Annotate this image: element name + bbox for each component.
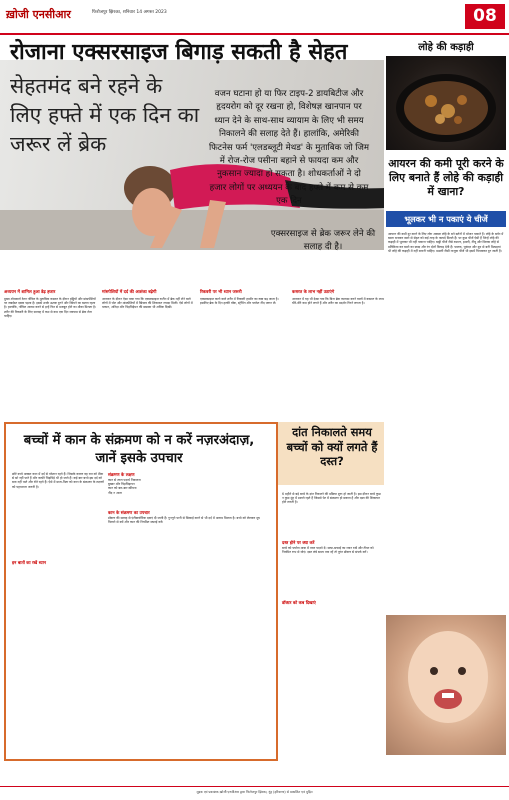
ear-treatment (108, 510, 268, 524)
ear-tips (12, 560, 268, 566)
tooth-text: 6 महीने से बड़े बच्चे के दांत निकलने की प्रक्रिया शुरू हो जाती है। इस दौरान बच्चे कुछ न कुछ मुंह में डालते रहते हैं जिससे पेट में संक्रमण हो सकता है और दस्त की शिकायत होने लगती है। (282, 492, 381, 505)
column-heading: मांसपेशियों में दर्द की आशंका बढ़ेगी (102, 289, 157, 294)
tooth-headline: दांत निकालते समय बच्चों को क्यों लगते हैं दस्त? (286, 425, 378, 469)
tooth-sub-heading: दस्त होने पर क्या करें (282, 540, 315, 545)
column-heading: कसरत के लाभ नहीं उठाएंगे (292, 289, 335, 294)
ear-sub-heading: संक्रमण के लक्षण (108, 472, 135, 477)
dateline: फिरोजपुर झिरका, शनिवार 14 अगस्त 2023 (92, 10, 167, 15)
feature-intro-end: एक्सरसाइज से ब्रेक जरूर लेने की सलाह दी है। (270, 229, 376, 252)
ear-treatment-text: डॉक्टर की सलाह से एंटीबायोटिक दवाएं दी जाती हैं। गुनगुने पानी से सिकाई करने से भी दर्द में आराम मिलता है। बच्चे को लेटाकर दूध पिलाने से बचें और कान की नियमित सफाई करें। (108, 516, 260, 525)
kadhai-banner: भूलकर भी न पकाएं ये चीजें (386, 211, 506, 227)
tooth-section-2 (282, 600, 382, 606)
ear-bullets (108, 472, 268, 495)
column-heading: अध्ययन में शामिल हुआ डेढ़ हजार (4, 289, 56, 294)
ear-bullet: कान से तरल पदार्थ निकलना (108, 478, 141, 482)
ear-infection-headline: बच्चों में कान के संक्रमण को न करें नज़रअंदाज़, जानें इसके उपचार (23, 433, 255, 466)
column-text: अध्ययन में यह भी देखा गया कि बिना ब्रेक व्यायाम करने वालों में कसरत के लाभ धीरे-धीरे कम होने लगते हैं और शरीर का प्रदर्शन गिरने लगता है। (292, 297, 384, 306)
column-heading: रिकवरी पर भी ध्यान जरूरी (200, 289, 242, 294)
masthead (0, 0, 509, 35)
feature-intro: वजन घटाना हो या फिर टाइप-2 डायबिटीज और हृदयरोग को दूर रखना हो, विशेषज्ञ खानपान पर ध्यान देने के साथ-साथ व्यायाम के लिए भी समय निकालने की सलाह देते हैं। हालांकि, अमेरिकी फिटनेस फर्म 'एलडब्लूटी मेथड' के मुताबिक जो जिम में रोज-रोज पसीना बहाने से फायदा कम और नुकसान ज्यादा हो सकता है। शोधकर्ताओं ने दो हजार लोगों पर अध्ययन के बाद हफ्ते में कम से कम एक दिन (208, 89, 370, 207)
column-4 (292, 289, 384, 305)
side-headline: सेहतमंद बने रहने के लिए हफ्ते में एक दिन का जरूर लें ब्रेक (10, 74, 200, 156)
column-text: मुख्य शोधकर्ता टेलर नॉविल के मुताबिक कसरत के दौरान हड्डियों और मांसपेशियों पर जबर्दस्त दबाव पड़ता है। इससे उनके ऊतक टूटने और खिंचने का खतरा रहता है। हालांकि, नॉविल आराम करने से इन्हें फिर से मजबूत होने का मौका मिलता है। शरीर की रिकवरी के लिए सप्ताह में कम से कम एक दिन व्यायाम से ब्रेक लेना चाहिए। (4, 297, 97, 318)
kadhai-article-text: आयरन की कमी दूर करने के लिए लोग अक्सर लोहे के बने बर्तनों में भोजन पकाते हैं। लोहे के बर्तन में खाना बनाकर खाने से सेहत को कई तरह के फायदे मिलते हैं। पर कुछ चीजें ऐसी हैं जिन्हें लोहे की कड़ाही में भूलकर भी नहीं पकाना चाहिए। खट्टी चीजें जैसे टमाटर, इमली, नींबू और सिरका लोहे से प्रतिक्रिया कर खाने का स्वाद और रंग दोनों बिगाड़ देती हैं। पालक, चुकंदर और दूध से बनी मिठाइयां भी लोहे की कड़ाही में नहीं बनानी चाहिए। मछली जैसी नाजुक चीजें भी इसमें चिपककर टूट जाती हैं। (388, 232, 504, 253)
column-text: एक्सरसाइज करने वाले शरीर में रिकवरी हार्मोन का स्राव बढ़ जाता है। इसलिए ब्रेक के दिन हल्की वॉक, स्ट्रेचिंग और पर्याप्त नींद जरूर लें। (200, 297, 279, 306)
newspaper-logo: ख़ोजी एनसीआर (6, 8, 71, 21)
ear-sub-heading: इन बातों का रखें ध्यान (12, 560, 47, 565)
page-number: 08 (465, 4, 505, 29)
footer-imprint: मुद्रक एवं प्रकाशक ख़ोजी एनसीआर द्वारा फिरोजपुर झिरका, नूंह (हरियाणा) से प्रकाशित एवं मुद्रित (0, 786, 509, 799)
kadhai-photo (386, 56, 506, 150)
baby-photo (386, 615, 506, 755)
main-headline: रोजाना एक्सरसाइज बिगाड़ सकती है सेहत (10, 40, 348, 65)
column-2 (102, 289, 196, 310)
kadhai-headline: आयरन की कमी पूरी करने के लिए बनाते हैं लोहे की कड़ाही में खाना? (388, 157, 504, 198)
ear-bullet: बुखार और चिड़चिड़ापन (108, 482, 135, 487)
tooth-sub-heading: डॉक्टर को कब दिखाएं (282, 600, 316, 605)
ear-intro-text: छोटे बच्चे अक्सर कान में दर्द से परेशान रहते हैं। जिसके कारण वह रात को ठीक से सो नहीं पाते हैं और काफी चिड़चिड़े भी हो जाते हैं। कई बार बच्चे इस दर्द को बता नहीं पाते और रोते रहते हैं। ऐसे में माता-पिता को कान के संक्रमण के लक्षणों को पहचानना जरूरी है। (12, 472, 104, 489)
ear-bullet: नींद न आना (108, 490, 122, 495)
tooth-section (282, 540, 382, 554)
baby-illustration (386, 615, 506, 755)
ear-sub-heading: कान के संक्रमण का उपचार (108, 510, 150, 515)
ear-bullet: कान को बार-बार खींचना (108, 486, 137, 491)
column-3 (200, 289, 288, 305)
column-1 (4, 289, 98, 318)
tooth-text-2: बच्चे को पर्याप्त मात्रा में तरल पदार्थ दें। साफ-सफाई का ध्यान रखें और टीथर को नियमित रूप से धोएं। दस्त लंबे समय तक रहें तो तुरंत डॉक्टर से संपर्क करें। (282, 546, 374, 555)
column-text: अध्ययन के दौरान ऐसा पाया गया कि एक्सरसाइज रूटीन में ब्रेक नहीं लेने वाले लोगों में चोट और मांसपेशियों में खिंचाव की शिकायत ज्यादा मिली। ऐसे लोगों में थकान, अनिद्रा और चिड़चिड़ेपन की समस्या भी अधिक दिखी। (102, 297, 193, 310)
kadhai-section-title: लोहे की कड़ाही (418, 42, 474, 53)
iron-pan-illustration (386, 56, 506, 150)
